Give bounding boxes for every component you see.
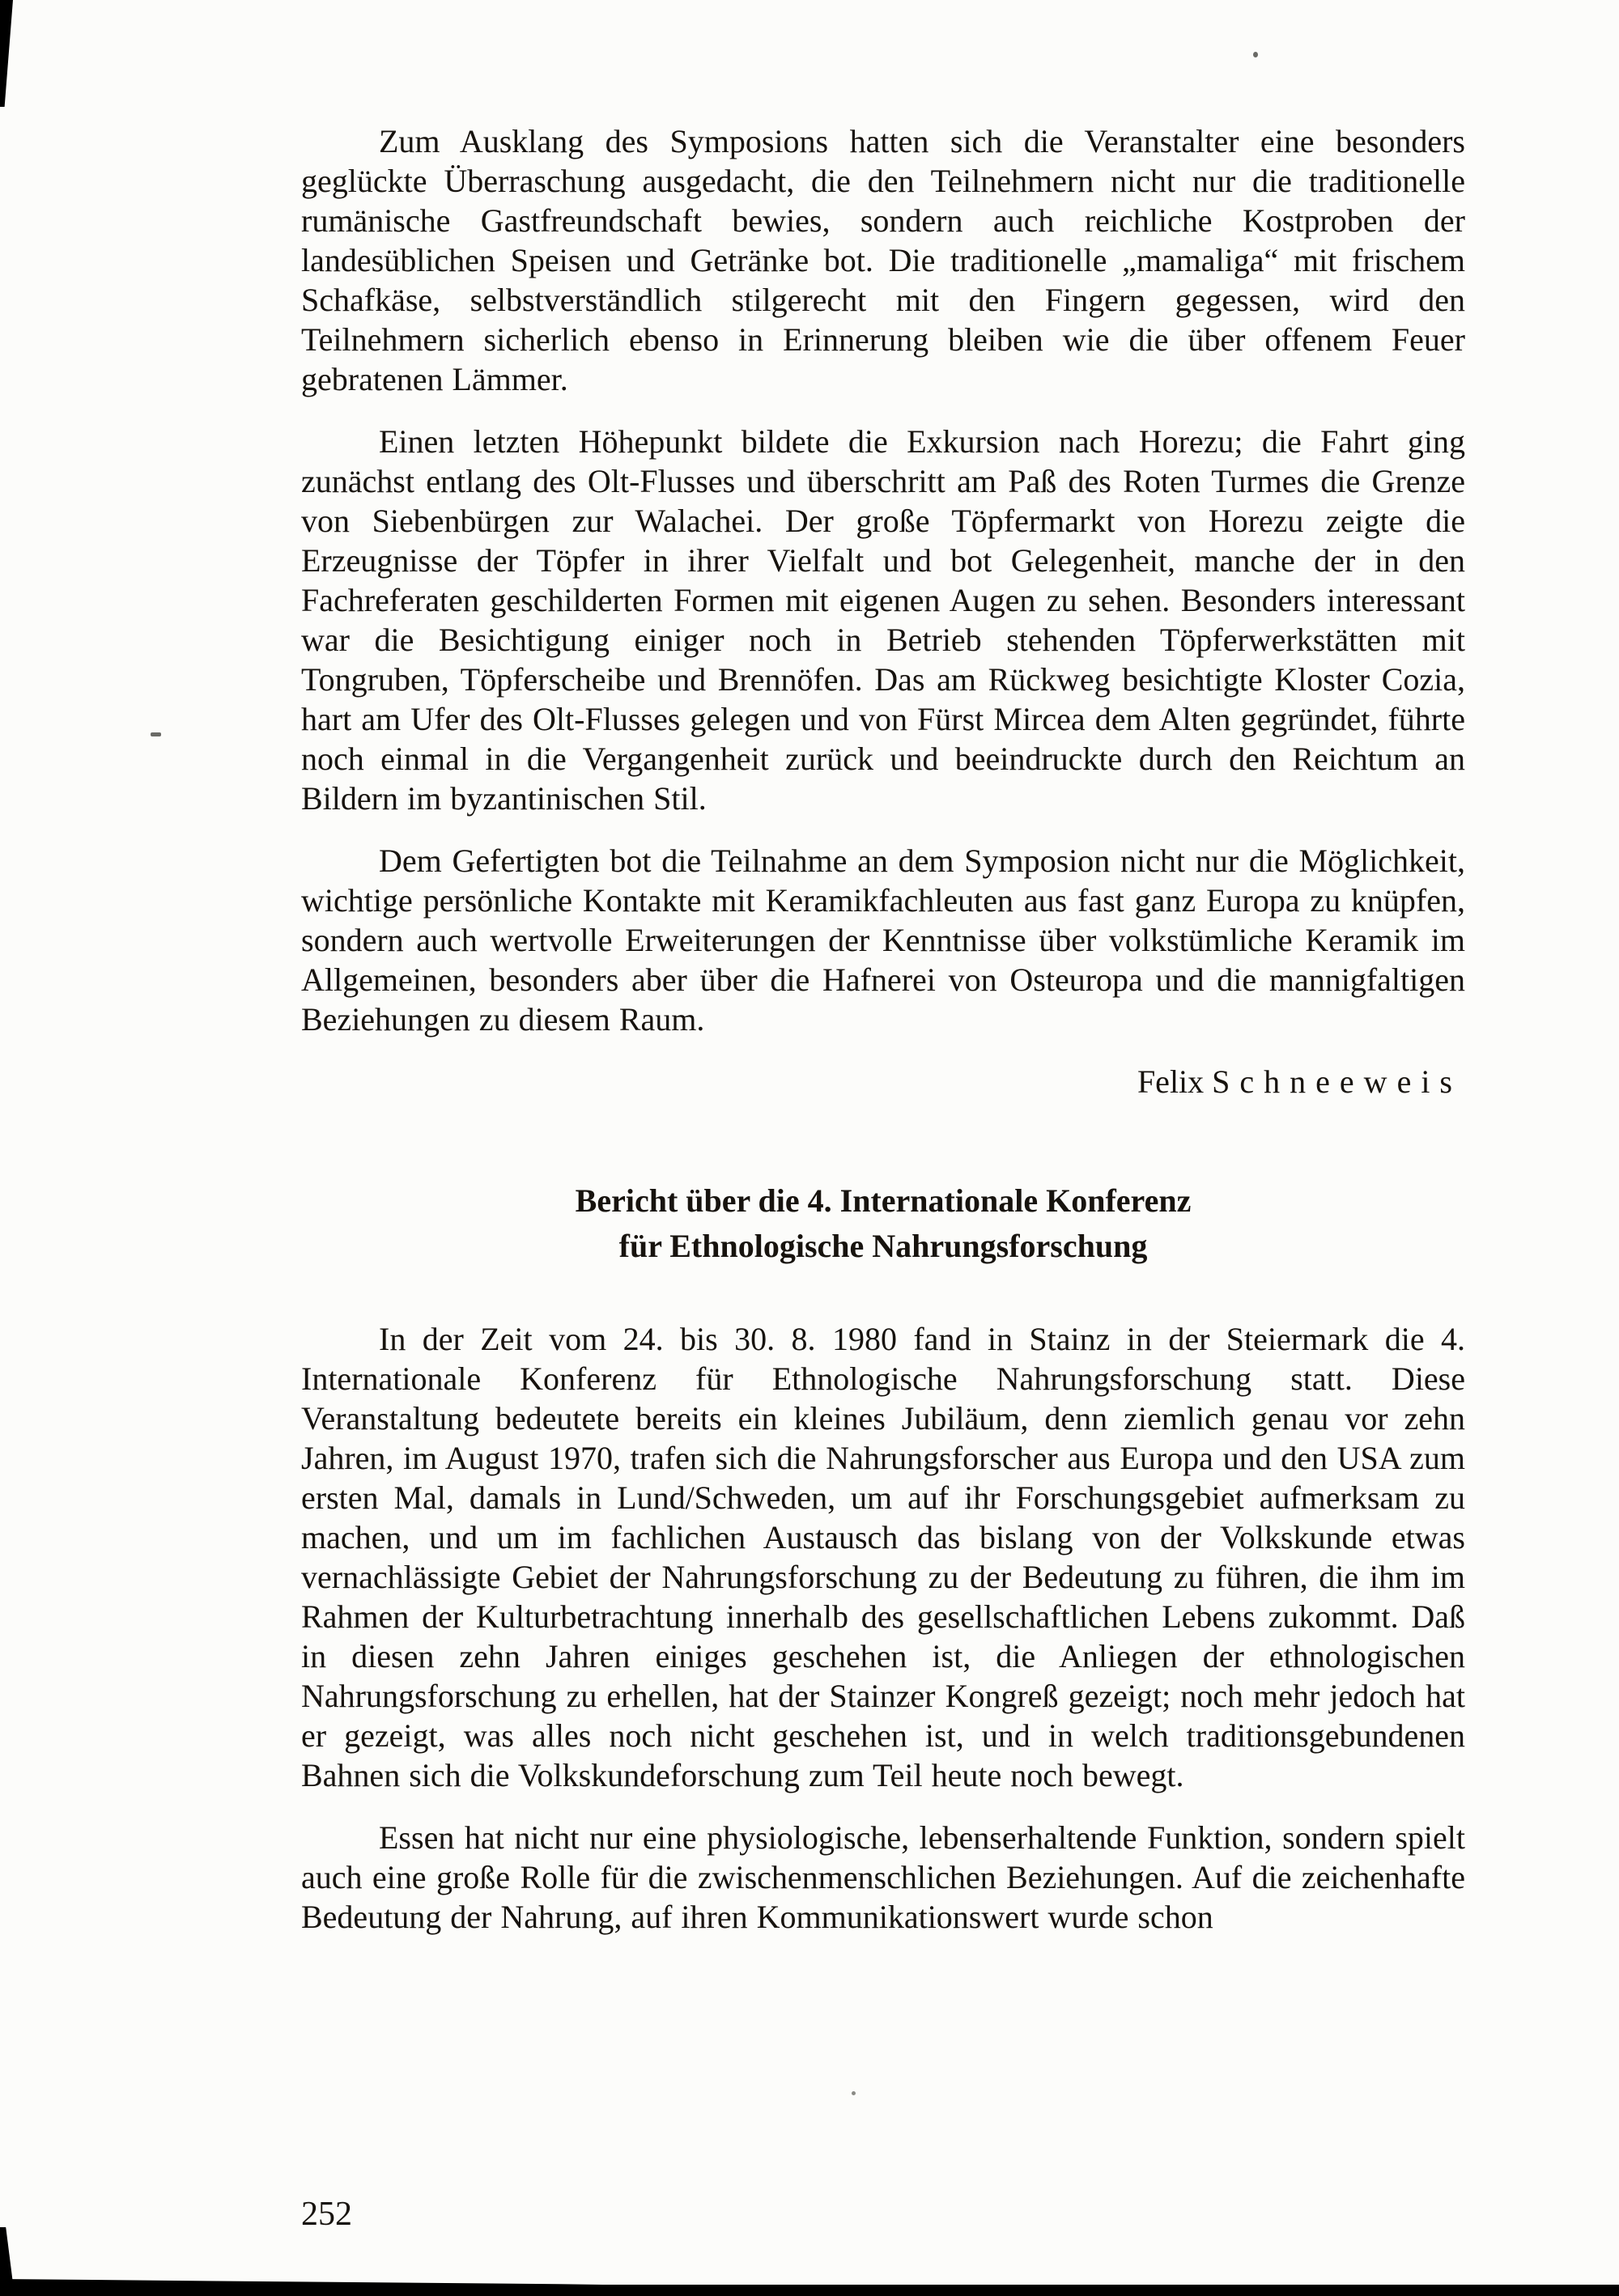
section-heading-line-1: Bericht über die 4. Internationale Konferenz <box>575 1182 1192 1219</box>
paragraph-symposium-3: Dem Gefertigten bot die Teilnahme an dem Symposion nicht nur die Möglichkeit, wichtige persönliche Kontakte mit Keramikfachleuten aus fast ganz Europa zu knüpfen, sondern auch wertvolle Erweiterungen der Kenntnisse über volkstümliche Keramik im Allgemeinen, besonders aber über die Hafnerei von Osteuropa und die mannigfaltigen Beziehungen zu diesem Raum. <box>301 842 1465 1038</box>
page-number: 252 <box>301 2196 352 2233</box>
section-heading-line-2: für Ethnologische Nahrungsforschung <box>618 1228 1148 1264</box>
scan-artifact-top-left <box>0 0 13 107</box>
paragraph-symposium-2: Einen letzten Höhepunkt bildete die Exkursion nach Horezu; die Fahrt ging zunächst entlang des Olt-Flusses und überschritt am Paß des Roten Turmes die Grenze von Siebenbürgen zur Walachei. Der große Töpfermarkt von Horezu zeigte die Erzeugnisse der Töpfer in ihrer Vielfalt und bot Gelegenheit, manche der in den Fachreferaten geschilderten Formen mit eigenen Augen zu sehen. Besonders interessant war die Besichtigung einiger noch in Betrieb stehenden Töpferwerkstätten mit Tongruben, Töpferscheibe und Brennöfen. Das am Rückweg besichtigte Kloster Cozia, hart am Ufer des Olt-Flusses gelegen und von Fürst Mircea dem Alten gegründet, führte noch einmal in die Vergangenheit zurück und beeindruckte durch den Reichtum an Bildern im byzantinischen Stil. <box>301 423 1465 817</box>
scan-speck-bottom-center <box>852 2091 856 2095</box>
section-heading <box>301 1178 1465 1269</box>
scan-artifact-bottom-edge-thick <box>0 2279 931 2296</box>
paragraph-conference-2: Essen hat nicht nur eine physiologische, lebenserhaltende Funktion, sondern spielt auch eine große Rolle für die zwischenmenschlichen Beziehungen. Auf die zeichenhafte Bedeutung der Nahrung, auf ihren Kommunikationswert wurde schon <box>301 1819 1465 1935</box>
author-last-name: Schneeweis <box>1212 1063 1462 1100</box>
author-signature <box>301 1062 1462 1101</box>
scan-speck-left-margin <box>151 732 161 736</box>
text-block <box>301 121 1465 1959</box>
paragraph-conference-1: In der Zeit vom 24. bis 30. 8. 1980 fand in Stainz in der Steiermark die 4. Internationale Konferenz für Ethnologische Nahrungsforschung statt. Diese Veranstaltung bedeutete bereits ein kleines Jubiläum, denn ziemlich genau vor zehn Jahren, im August 1970, trafen sich die Nahrungsforscher aus Europa und den USA zum ersten Mal, damals in Lund/Schweden, um auf ihr Forschungsgebiet aufmerksam zu machen, und um im fachlichen Austausch das bislang von der Volkskunde etwas vernachlässigte Gebiet der Nahrungsforschung zu der Bedeutung zu führen, die ihm im Rahmen der Kulturbetrachtung innerhalb des gesellschaftlichen Lebens zukommt. Daß in diesen zehn Jahren einiges geschehen ist, die Anliegen der ethnologischen Nahrungsforschung zu erhellen, hat der Stainzer Kongreß gezeigt; noch mehr jedoch hat er gezeigt, was alles noch nicht geschehen ist, und in welch traditionsgebundenen Bahnen sich die Volkskundeforschung zum Teil heute noch bewegt. <box>301 1321 1465 1793</box>
scan-speck-top-right <box>1253 52 1258 57</box>
paragraph-symposium-1: Zum Ausklang des Symposions hatten sich die Veranstalter eine besonders geglückte Überraschung ausgedacht, die den Teilnehmern nicht nur die traditionelle rumänische Gastfreundschaft bewies, sondern auch reichliche Kostproben der landesüblichen Speisen und Getränke bot. Die traditionelle „mamaliga“ mit frischem Schafkäse, selbstverständlich stilgerecht mit den Fingern gegessen, wird den Teilnehmern sicherlich ebenso in Erinnerung bleiben wie die über offenem Feuer gebratenen Lämmer. <box>301 123 1465 397</box>
author-first-name: Felix <box>1137 1063 1205 1100</box>
